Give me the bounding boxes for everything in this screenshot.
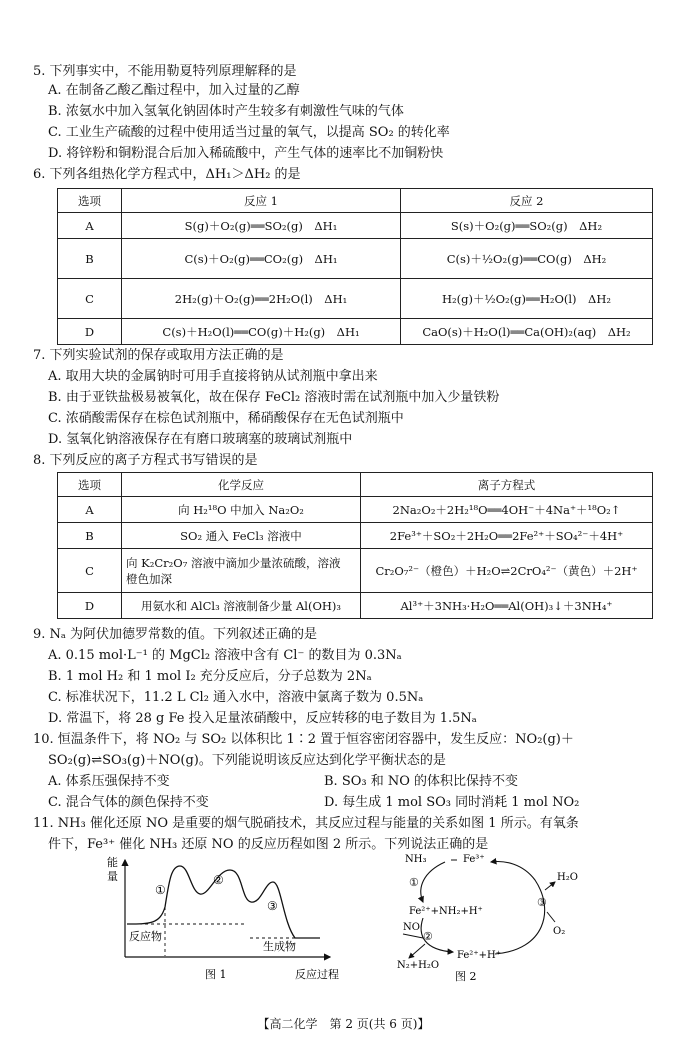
q6-cell: S(s)＋O₂(g)══SO₂(g) ΔH₂: [401, 213, 653, 239]
q8-cell-multiline: 向 K₂Cr₂O₇ 溶液中滴加少量浓硫酸，溶液 橙色加深: [122, 549, 361, 593]
q6-cell: S(g)＋O₂(g)══SO₂(g) ΔH₁: [122, 213, 401, 239]
q5-option-b: B. 浓氨水中加入氢氧化钠固体时产生较多有刺激性气味的气体: [48, 104, 404, 119]
q10-option-c: C. 混合气体的颜色保持不变: [48, 795, 209, 810]
table-row: [58, 319, 653, 345]
q6-cell: B: [58, 239, 122, 279]
q5-option-d: D. 将锌粉和铜粉混合后加入稀硫酸中，产生气体的速率比不加铜粉快: [48, 146, 444, 161]
q8-cell: D: [58, 593, 122, 619]
q11-stem-2: 件下，Fe³⁺ 催化 NH₃ 还原 NO 的反应历程如图 2 所示。下列说法正确的是: [48, 837, 489, 852]
q6-cell: C(s)＋½O₂(g)══CO(g) ΔH₂: [401, 239, 653, 279]
q7-option-a: A. 取用大块的金属钠时可用手直接将钠从试剂瓶中拿出来: [48, 369, 378, 384]
q6-stem: 6. 下列各组热化学方程式中，ΔH₁＞ΔH₂ 的是: [33, 167, 301, 182]
fig2-intermediate: Fe²⁺+NH₂+H⁺: [409, 906, 483, 917]
fig1-step-2: ②: [213, 873, 224, 887]
table-row: [58, 593, 653, 619]
fig2-caption: 图 2: [455, 970, 477, 983]
fig2-step-1: ①: [409, 876, 419, 889]
table-row: [58, 213, 653, 239]
fig1-reactant-label: 反应物: [129, 930, 162, 943]
q8-cell: Al³⁺＋3NH₃·H₂O══Al(OH)₃↓＋3NH₄⁺: [361, 593, 653, 619]
q9-option-b: B. 1 mol H₂ 和 1 mol I₂ 充分反应后，分子总数为 2Nₐ: [48, 669, 372, 684]
h2o-out: [545, 882, 555, 890]
fig1-product-label: 生成物: [263, 940, 296, 953]
q9-option-a: A. 0.15 mol·L⁻¹ 的 MgCl₂ 溶液中含有 Cl⁻ 的数目为 0.3Nₐ: [48, 648, 402, 663]
q6-cell: A: [58, 213, 122, 239]
q6-cell: 2H₂(g)＋O₂(g)══2H₂O(l) ΔH₁: [122, 279, 401, 319]
q8-cell: Cr₂O₇²⁻（橙色）＋H₂O⇌2CrO₄²⁻（黄色）＋2H⁺: [361, 549, 653, 593]
table-row: [58, 239, 653, 279]
q8-cell: SO₂ 通入 FeCl₃ 溶液中: [122, 523, 361, 549]
q8-header-option: 选项: [58, 473, 122, 497]
table-row: [58, 497, 653, 523]
q7-stem: 7. 下列实验试剂的保存或取用方法正确的是: [33, 348, 284, 363]
fig2-n2-h2o: N₂+H₂O: [397, 960, 440, 971]
q9-option-c: C. 标准状况下，11.2 L Cl₂ 通入水中，溶液中氯离子数为 0.5Nₐ: [48, 690, 424, 705]
q10-option-d: D. 每生成 1 mol SO₃ 同时消耗 1 mol NO₂: [324, 795, 580, 810]
o2-in: [547, 912, 555, 922]
q5-option-a: A. 在制备乙酸乙酯过程中，加入过量的乙醇: [48, 83, 300, 98]
q8-cell: A: [58, 497, 122, 523]
fig2-nh3: NH₃: [405, 854, 427, 865]
q8-cell: 2Fe³⁺＋SO₂＋2H₂O══2Fe²⁺＋SO₄²⁻＋4H⁺: [361, 523, 653, 549]
q10-stem-2: SO₂(g)⇌SO₃(g)＋NO(g)。下列能说明该反应达到化学平衡状态的是: [48, 753, 446, 768]
q10-option-a: A. 体系压强保持不变: [48, 774, 170, 789]
q11-stem-1: 11. NH₃ 催化还原 NO 是重要的烟气脱硝技术，其反应过程与能量的关系如图 1 所示。有氧条: [33, 816, 579, 831]
fig1-step-3: ③: [267, 899, 278, 913]
fig2-fe3: Fe³⁺: [463, 854, 485, 865]
q9-stem: 9. Nₐ 为阿伏加德罗常数的值。下列叙述正确的是: [33, 627, 318, 642]
q7-option-b: B. 由于亚铁盐极易被氧化，故在保存 FeCl₂ 溶液时需在试剂瓶中加入少量铁粉: [48, 390, 500, 405]
table-row: [58, 523, 653, 549]
q8-cell: B: [58, 523, 122, 549]
q7-option-c: C. 浓硝酸需保存在棕色试剂瓶中，稀硝酸保存在无色试剂瓶中: [48, 411, 404, 426]
fig1-xlabel: 反应过程: [295, 968, 339, 981]
fig2-o2: O₂: [553, 926, 566, 937]
figure-2-catalytic-cycle: [395, 850, 595, 985]
q6-table: [57, 188, 653, 345]
cycle-arrow-1: [421, 862, 445, 902]
q6-cell: D: [58, 319, 122, 345]
n2-out: [409, 944, 425, 958]
fig2-fe2: Fe²⁺+H⁺: [457, 950, 501, 961]
fig1-caption: 图 1: [205, 968, 227, 981]
fig2-no: NO: [403, 922, 420, 933]
q6-cell: C: [58, 279, 122, 319]
q8-header-reaction: 化学反应: [122, 473, 361, 497]
q8-cell: 向 H₂¹⁸O 中加入 Na₂O₂: [122, 497, 361, 523]
q8-table: [57, 472, 653, 619]
q6-cell: H₂(g)＋½O₂(g)══H₂O(l) ΔH₂: [401, 279, 653, 319]
table-row: [58, 279, 653, 319]
page-footer: 【高二化学 第 2 页(共 6 页)】: [257, 1017, 430, 1031]
q8-cell: 2Na₂O₂＋2H₂¹⁸O══4OH⁻＋4Na⁺＋¹⁸O₂↑: [361, 497, 653, 523]
q6-header-option: 选项: [58, 189, 122, 213]
q9-option-d: D. 常温下，将 28 g Fe 投入足量浓硝酸中，反应转移的电子数目为 1.5Nₐ: [48, 711, 477, 726]
fig2-step-3: ③: [537, 896, 547, 909]
q6-cell: C(s)＋H₂O(l)══CO(g)＋H₂(g) ΔH₁: [122, 319, 401, 345]
q8-cell: C: [58, 549, 122, 593]
q8-cell: 用氨水和 AlCl₃ 溶液制备少量 Al(OH)₃: [122, 593, 361, 619]
q5-stem: 5. 下列事实中，不能用勒夏特列原理解释的是: [33, 64, 297, 79]
q8-header-ionic: 离子方程式: [361, 473, 653, 497]
fig2-step-2: ②: [423, 930, 433, 943]
no-in: [403, 934, 423, 938]
q5-option-c: C. 工业生产硫酸的过程中使用适当过量的氧气，以提高 SO₂ 的转化率: [48, 125, 450, 140]
q8-stem: 8. 下列反应的离子方程式书写错误的是: [33, 453, 258, 468]
q6-header-reaction1: 反应 1: [122, 189, 401, 213]
fig1-step-1: ①: [155, 883, 166, 897]
q10-stem-1: 10. 恒温条件下，将 NO₂ 与 SO₂ 以体积比 1∶2 置于恒容密闭容器中，发生反应：NO₂(g)＋: [33, 732, 574, 747]
q7-option-d: D. 氢氧化钠溶液保存在有磨口玻璃塞的玻璃试剂瓶中: [48, 432, 353, 447]
fig1-ylabel-2: 量: [107, 870, 118, 883]
fig1-ylabel-1: 能: [107, 856, 118, 869]
table-row: [58, 549, 653, 593]
q6-header-reaction2: 反应 2: [401, 189, 653, 213]
fig2-h2o: H₂O: [557, 872, 578, 883]
figure-1-energy-diagram: [105, 852, 355, 982]
q6-cell: C(s)＋O₂(g)══CO₂(g) ΔH₁: [122, 239, 401, 279]
q10-option-b: B. SO₃ 和 NO 的体积比保持不变: [324, 774, 519, 789]
q6-cell: CaO(s)＋H₂O(l)══Ca(OH)₂(aq) ΔH₂: [401, 319, 653, 345]
